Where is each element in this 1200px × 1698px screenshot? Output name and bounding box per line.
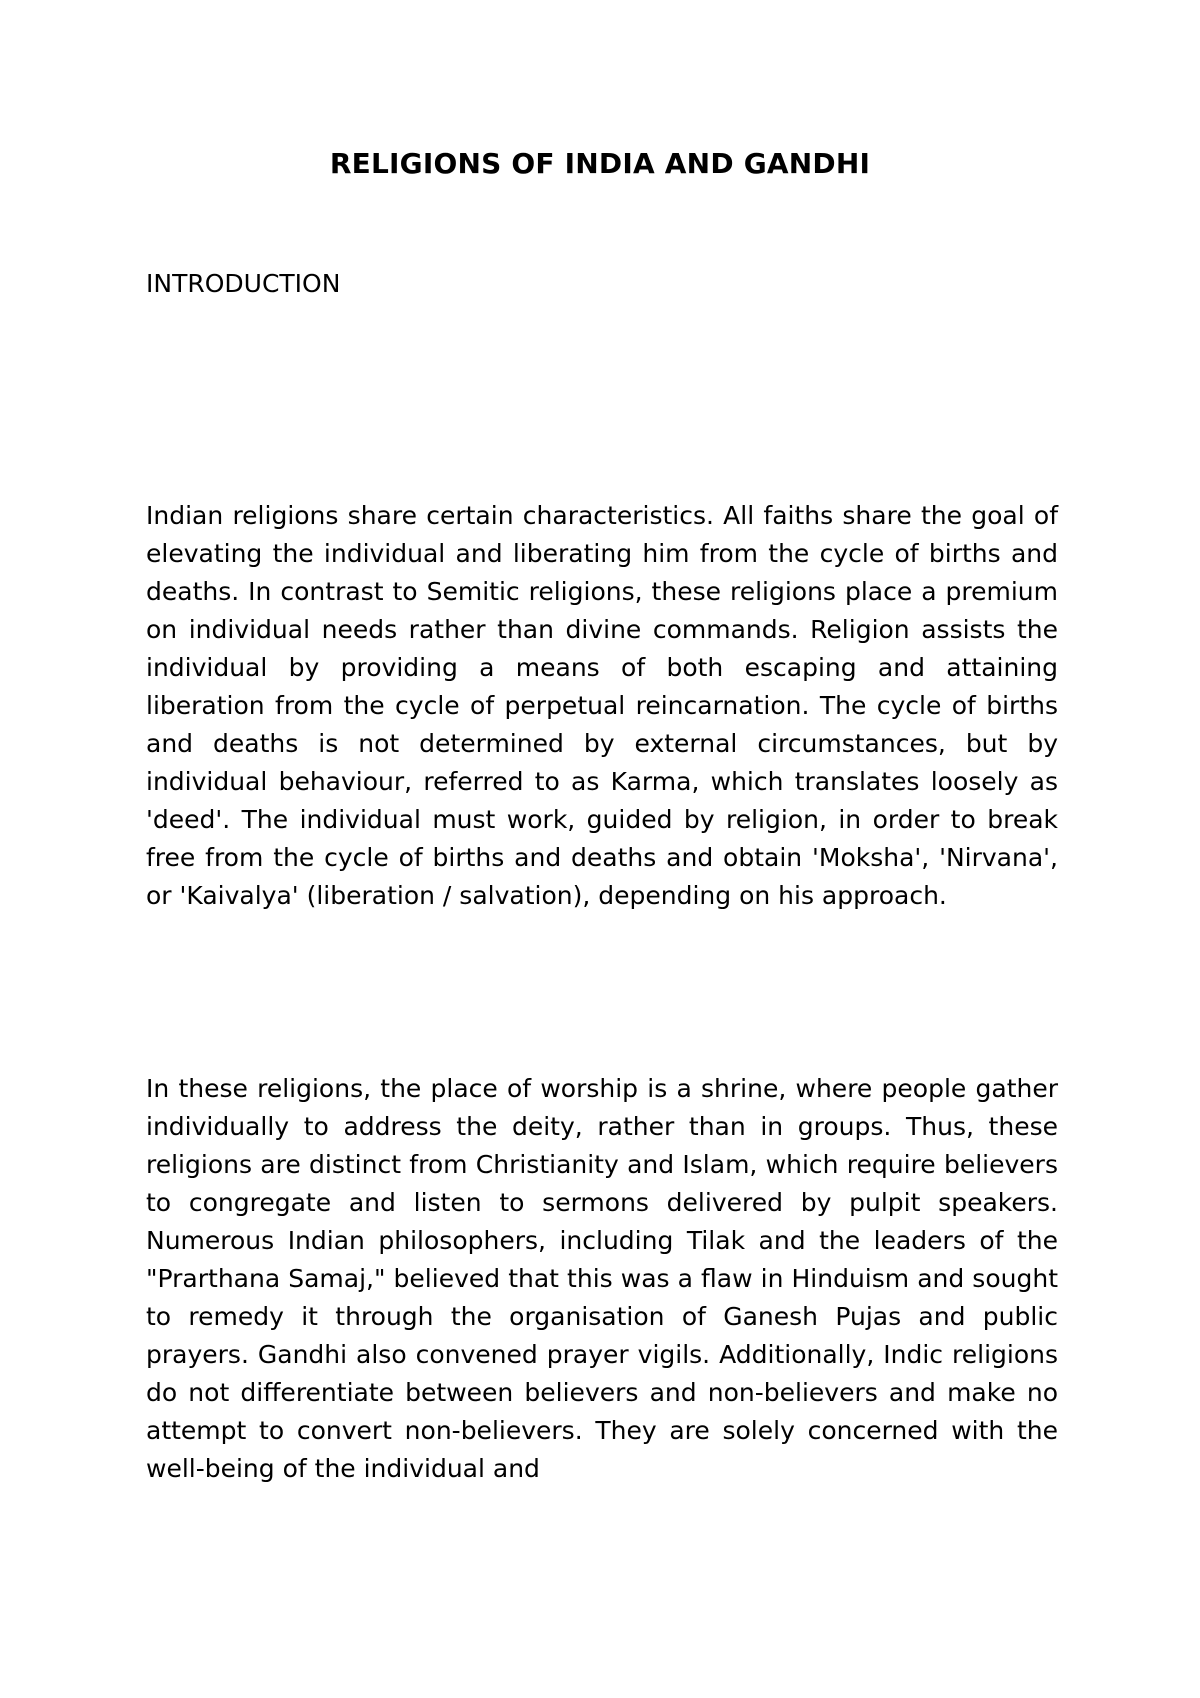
document-title: RELIGIONS OF INDIA AND GANDHI bbox=[329, 147, 871, 180]
section-heading-introduction: INTRODUCTION bbox=[146, 269, 341, 298]
paragraph-1: Indian religions share certain characteristics. All faiths share the goal of elevating the individual and liberating him from the cycle of births and deaths. In contrast to Semitic religions, these religions place a premium on individual needs rather than divine commands. Religion assists the individual by providing a means of both escaping and attaining liberation from the cycle of perpetual reincarnation. The cycle of births and deaths is not determined by external circumstances, but by individual behaviour, referred to as Karma, which translates loosely as 'deed'. The individual must work, guided by religion, in order to break free from the cycle of births and deaths and obtain 'Moksha', 'Nirvana', or 'Kaivalya' (liberation / salvation), depending on his approach. bbox=[146, 501, 1058, 910]
paragraph-2: In these religions, the place of worship is a shrine, where people gather individually to address the deity, rather than in groups. Thus, these religions are distinct from Christianity and Islam, which require believers to congregate and listen to sermons delivered by pulpit speakers. Numerous Indian philosophers, including Tilak and the leaders of the "Prarthana Samaj," believed that this was a flaw in Hinduism and sought to remedy it through the organisation of Ganesh Pujas and public prayers. Gandhi also convened prayer vigils. Additionally, Indic religions do not differentiate between believers and non-believers and make no attempt to convert non-believers. They are solely concerned with the well-being of the individual and bbox=[146, 1074, 1058, 1483]
